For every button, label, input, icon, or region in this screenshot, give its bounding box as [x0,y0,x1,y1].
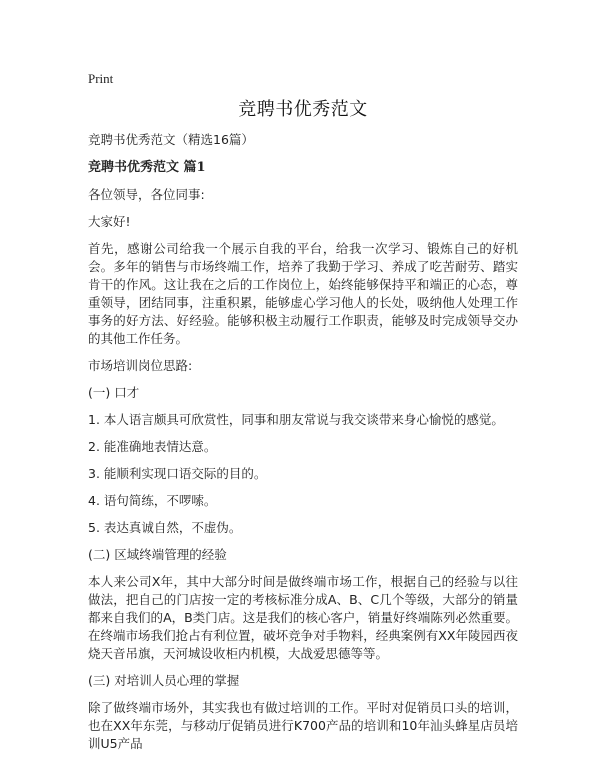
list-item: 4. 语句简练，不啰嗦。 [88,493,217,508]
part2-heading: (二) 区域终端管理的经验 [88,547,227,562]
salutation: 各位领导，各位同事: [88,187,205,202]
greeting: 大家好! [88,214,131,229]
list-item: 1. 本人语言颇具可欣赏性，同事和朋友常说与我交谈带来身心愉悦的感觉。 [88,412,504,427]
part1-heading: (一) 口才 [88,385,140,400]
section-heading: 竞聘书优秀范文 篇1 [88,160,206,175]
document-title: 竞聘书优秀范文 [238,99,368,120]
document-subtitle: 竞聘书优秀范文（精选16篇） [88,132,254,147]
list-item: 2. 能准确地表情达意。 [88,439,217,454]
part3-paragraph: 除了做终端市场外，其实我也有做过培训的工作。平时对促销员口头的培训，也在XX年东莞，与移动厅促销员进行K700产品的培训和10年汕头蜂星店员培训U5产品 [88,700,518,751]
part2-paragraph: 本人来公司X年，其中大部分时间是做终端市场工作，根据自己的经验与以往做法，把自己的门店按一定的考核标准分成A、B、C几个等级，大部分的销量都来自我们的A，B类门店。这是我们的核心客户，销量好终端陈列必然重要。在终端市场我们抢占有利位置，破坏竞争对手物料，经典案例有XX年陵园西夜烧天音吊旗，天河城设收柜内机模，大战爱思德等等。 [88,574,518,661]
document-body [88,131,518,762]
list-item: 3. 能顺利实现口语交际的目的。 [88,466,267,481]
training-ideas-heading: 市场培训岗位思路: [88,358,193,373]
part3-heading: (三) 对培训人员心理的掌握 [88,673,240,688]
print-link[interactable]: Print [88,71,114,86]
list-item: 5. 表达真诚自然，不虚伪。 [88,520,242,535]
intro-paragraph: 首先，感谢公司给我一个展示自我的平台，给我一次学习、锻炼自己的好机会。多年的销售与市场终端工作，培养了我勤于学习、养成了吃苦耐劳、踏实肯干的作风。这让我在之后的工作岗位上，始终能够保持平和端正的心态，尊重领导，团结同事，注重积累，能够虚心学习他人的长处，吸纳他人处理工作事务的好方法、好经验。能够积极主动履行工作职责，能够及时完成领导交办的其他工作任务。 [88,241,518,346]
